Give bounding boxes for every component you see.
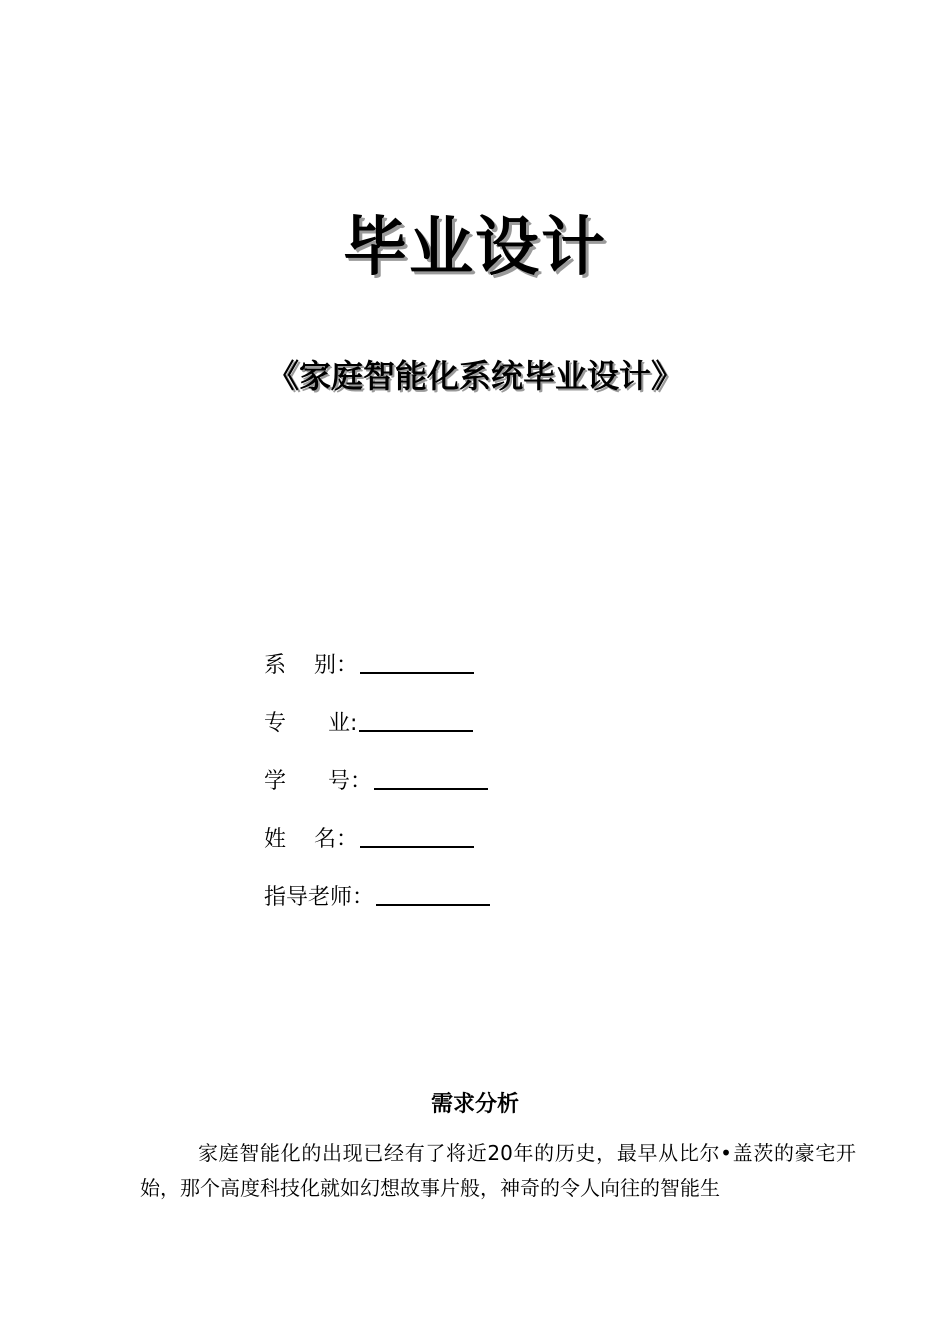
student-id-label: 学 号： [264,769,372,794]
department-blank [360,646,474,674]
form-row-name [264,820,490,878]
form-row-advisor [264,878,490,936]
major-label: 专 业: [264,711,358,736]
section-heading: 需求分析 [430,1092,519,1117]
form-row-student-id [264,762,490,820]
form-row-department [264,646,490,704]
name-blank [360,820,474,848]
cover-sub-title: 《家庭智能化系统毕业设计》 [266,357,683,395]
advisor-label: 指导老师： [264,885,375,910]
name-label: 姓 名： [264,827,358,852]
cover-main-title: 毕业设计 [343,211,607,285]
department-label: 系 别： [264,653,358,678]
major-blank [359,704,473,732]
form-row-major [264,704,490,762]
advisor-blank [376,878,490,906]
student-id-blank [374,762,488,790]
section-paragraph: 家庭智能化的出现已经有了将近20年的历史，最早从比尔•盖茨的豪宅开始，那个高度科技化就如幻想故事片般，神奇的令人向往的智能生 [140,1141,856,1200]
cover-info-form [264,646,490,936]
